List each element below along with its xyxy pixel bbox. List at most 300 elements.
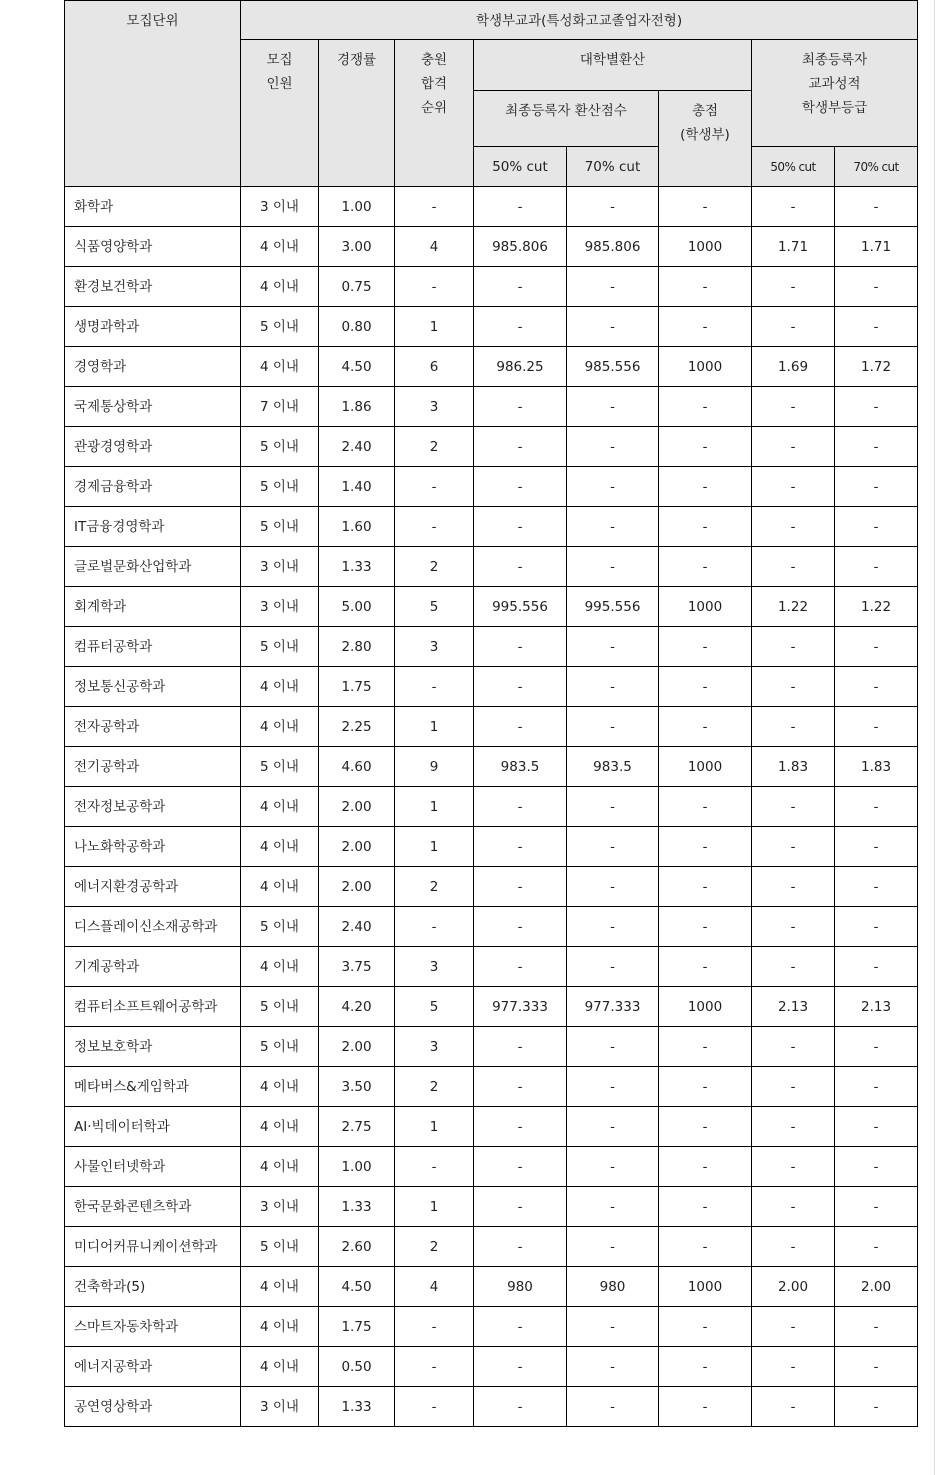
score-cut70: - <box>567 867 659 907</box>
score-cut50: - <box>474 187 567 227</box>
waitlist-rank: 1 <box>395 787 474 827</box>
score-cut50: - <box>474 1187 567 1227</box>
grade-cut50: 1.83 <box>752 747 835 787</box>
waitlist-rank: 1 <box>395 1187 474 1227</box>
competition-rate: 5.00 <box>319 587 395 627</box>
score-cut50: 977.333 <box>474 987 567 1027</box>
recruit-count: 4 이내 <box>241 1107 319 1147</box>
grade-cut50: - <box>752 1107 835 1147</box>
grade-cut50: 2.13 <box>752 987 835 1027</box>
score-cut70: - <box>567 467 659 507</box>
header-grade-cut70: 70% cut <box>835 147 918 187</box>
competition-rate: 1.00 <box>319 1147 395 1187</box>
competition-rate: 3.50 <box>319 1067 395 1107</box>
dept-name: 스마트자동차학과 <box>65 1307 241 1347</box>
competition-rate: 1.75 <box>319 667 395 707</box>
recruit-count: 7 이내 <box>241 387 319 427</box>
total-score: - <box>659 1027 752 1067</box>
score-cut50: 980 <box>474 1267 567 1307</box>
grade-cut70: - <box>835 467 918 507</box>
competition-rate: 0.80 <box>319 307 395 347</box>
total-score: - <box>659 507 752 547</box>
competition-rate: 2.00 <box>319 827 395 867</box>
total-score: - <box>659 1107 752 1147</box>
total-score: - <box>659 1187 752 1227</box>
recruit-count: 4 이내 <box>241 1147 319 1187</box>
grade-cut70: - <box>835 787 918 827</box>
admission-results-table <box>64 0 918 1427</box>
grade-cut50: - <box>752 547 835 587</box>
dept-name: IT금융경영학과 <box>65 507 241 547</box>
score-cut50: - <box>474 787 567 827</box>
grade-cut70: - <box>835 707 918 747</box>
grade-cut70: 2.00 <box>835 1267 918 1307</box>
score-cut50: - <box>474 547 567 587</box>
total-score: - <box>659 667 752 707</box>
page-edge-line <box>934 0 935 1475</box>
header-rate: 경쟁률 <box>319 40 395 187</box>
grade-cut50: - <box>752 867 835 907</box>
total-score: - <box>659 547 752 587</box>
grade-cut70: - <box>835 907 918 947</box>
recruit-count: 5 이내 <box>241 1027 319 1067</box>
recruit-count: 4 이내 <box>241 267 319 307</box>
total-score: 1000 <box>659 227 752 267</box>
waitlist-rank: - <box>395 1387 474 1427</box>
competition-rate: 1.33 <box>319 1387 395 1427</box>
waitlist-rank: 4 <box>395 227 474 267</box>
recruit-count: 5 이내 <box>241 427 319 467</box>
grade-cut50: 1.22 <box>752 587 835 627</box>
grade-cut70: - <box>835 827 918 867</box>
grade-cut70: 1.83 <box>835 747 918 787</box>
grade-cut70: - <box>835 867 918 907</box>
table-row <box>65 307 918 347</box>
waitlist-rank: 3 <box>395 627 474 667</box>
score-cut70: - <box>567 267 659 307</box>
table-row <box>65 187 918 227</box>
table-row <box>65 387 918 427</box>
score-cut50: - <box>474 1307 567 1347</box>
recruit-count: 4 이내 <box>241 1067 319 1107</box>
score-cut50: - <box>474 947 567 987</box>
grade-cut50: - <box>752 1387 835 1427</box>
score-cut50: 986.25 <box>474 347 567 387</box>
table-row <box>65 707 918 747</box>
waitlist-rank: - <box>395 1347 474 1387</box>
table-row <box>65 467 918 507</box>
recruit-count: 5 이내 <box>241 307 319 347</box>
table-row <box>65 827 918 867</box>
score-cut50: 985.806 <box>474 227 567 267</box>
dept-name: 에너지환경공학과 <box>65 867 241 907</box>
score-cut50: - <box>474 307 567 347</box>
dept-name: 전기공학과 <box>65 747 241 787</box>
dept-name: 생명과학과 <box>65 307 241 347</box>
score-cut70: - <box>567 947 659 987</box>
dept-name: 메타버스&게임학과 <box>65 1067 241 1107</box>
dept-name: 기계공학과 <box>65 947 241 987</box>
score-cut70: - <box>567 1307 659 1347</box>
header-rank: 충원 합격 순위 <box>395 40 474 187</box>
total-score: - <box>659 787 752 827</box>
dept-name: 경영학과 <box>65 347 241 387</box>
waitlist-rank: 2 <box>395 1067 474 1107</box>
score-cut70: - <box>567 1387 659 1427</box>
total-score: - <box>659 947 752 987</box>
grade-cut50: 1.69 <box>752 347 835 387</box>
grade-cut50: 1.71 <box>752 227 835 267</box>
total-score: 1000 <box>659 347 752 387</box>
total-score: 1000 <box>659 747 752 787</box>
score-cut50: - <box>474 1227 567 1267</box>
recruit-count: 4 이내 <box>241 827 319 867</box>
competition-rate: 3.00 <box>319 227 395 267</box>
waitlist-rank: 5 <box>395 987 474 1027</box>
waitlist-rank: - <box>395 507 474 547</box>
competition-rate: 4.20 <box>319 987 395 1027</box>
total-score: - <box>659 307 752 347</box>
total-score: 1000 <box>659 1267 752 1307</box>
recruit-count: 5 이내 <box>241 747 319 787</box>
dept-name: 나노화학공학과 <box>65 827 241 867</box>
total-score: - <box>659 1147 752 1187</box>
dept-name: 에너지공학과 <box>65 1347 241 1387</box>
table-row <box>65 587 918 627</box>
dept-name: 경제금융학과 <box>65 467 241 507</box>
competition-rate: 3.75 <box>319 947 395 987</box>
score-cut50: - <box>474 1067 567 1107</box>
score-cut70: - <box>567 627 659 667</box>
dept-name: 국제통상학과 <box>65 387 241 427</box>
score-cut70: - <box>567 187 659 227</box>
competition-rate: 4.60 <box>319 747 395 787</box>
recruit-count: 4 이내 <box>241 667 319 707</box>
score-cut50: - <box>474 1027 567 1067</box>
score-cut70: - <box>567 547 659 587</box>
waitlist-rank: 6 <box>395 347 474 387</box>
total-score: - <box>659 1347 752 1387</box>
score-cut50: - <box>474 267 567 307</box>
competition-rate: 2.80 <box>319 627 395 667</box>
recruit-count: 3 이내 <box>241 547 319 587</box>
waitlist-rank: - <box>395 1307 474 1347</box>
score-cut70: - <box>567 387 659 427</box>
table-row <box>65 1107 918 1147</box>
total-score: - <box>659 907 752 947</box>
dept-name: 미디어커뮤니케이션학과 <box>65 1227 241 1267</box>
waitlist-rank: 1 <box>395 827 474 867</box>
total-score: - <box>659 707 752 747</box>
waitlist-rank: 1 <box>395 707 474 747</box>
dept-name: 사물인터넷학과 <box>65 1147 241 1187</box>
dept-name: 전자공학과 <box>65 707 241 747</box>
grade-cut70: - <box>835 1067 918 1107</box>
dept-name: AI·빅데이터학과 <box>65 1107 241 1147</box>
score-cut50: - <box>474 627 567 667</box>
competition-rate: 2.00 <box>319 1027 395 1067</box>
score-cut50: - <box>474 907 567 947</box>
table-row <box>65 1067 918 1107</box>
competition-rate: 2.75 <box>319 1107 395 1147</box>
dept-name: 디스플레이신소재공학과 <box>65 907 241 947</box>
table-body <box>65 187 918 1427</box>
recruit-count: 5 이내 <box>241 907 319 947</box>
waitlist-rank: 5 <box>395 587 474 627</box>
competition-rate: 1.00 <box>319 187 395 227</box>
recruit-count: 3 이내 <box>241 187 319 227</box>
table-row <box>65 947 918 987</box>
table-row <box>65 547 918 587</box>
score-cut50: - <box>474 1347 567 1387</box>
header-total: 총점 (학생부) <box>659 91 752 187</box>
dept-name: 전자정보공학과 <box>65 787 241 827</box>
score-cut50: - <box>474 827 567 867</box>
grade-cut70: - <box>835 547 918 587</box>
header-cut70: 70% cut <box>567 147 659 187</box>
table-row <box>65 347 918 387</box>
recruit-count: 5 이내 <box>241 507 319 547</box>
score-cut70: - <box>567 1187 659 1227</box>
grade-cut50: - <box>752 1027 835 1067</box>
dept-name: 한국문화콘텐츠학과 <box>65 1187 241 1227</box>
dept-name: 회계학과 <box>65 587 241 627</box>
dept-name: 정보통신공학과 <box>65 667 241 707</box>
waitlist-rank: 3 <box>395 387 474 427</box>
table-row <box>65 1147 918 1187</box>
grade-cut70: - <box>835 947 918 987</box>
score-cut70: - <box>567 907 659 947</box>
grade-cut70: 2.13 <box>835 987 918 1027</box>
grade-cut70: - <box>835 1307 918 1347</box>
header-recruit: 모집 인원 <box>241 40 319 187</box>
score-cut50: - <box>474 867 567 907</box>
score-cut50: - <box>474 427 567 467</box>
grade-cut50: - <box>752 947 835 987</box>
grade-cut70: - <box>835 187 918 227</box>
table-row <box>65 907 918 947</box>
grade-cut50: - <box>752 267 835 307</box>
grade-cut50: - <box>752 1147 835 1187</box>
score-cut70: 977.333 <box>567 987 659 1027</box>
table-row <box>65 1307 918 1347</box>
dept-name: 식품영양학과 <box>65 227 241 267</box>
grade-cut50: - <box>752 667 835 707</box>
score-cut50: - <box>474 707 567 747</box>
score-cut70: 980 <box>567 1267 659 1307</box>
recruit-count: 5 이내 <box>241 1227 319 1267</box>
grade-cut70: - <box>835 1347 918 1387</box>
grade-cut70: - <box>835 1107 918 1147</box>
total-score: - <box>659 1227 752 1267</box>
grade-cut50: - <box>752 507 835 547</box>
grade-cut70: - <box>835 507 918 547</box>
dept-name: 컴퓨터소프트웨어공학과 <box>65 987 241 1027</box>
table-row <box>65 267 918 307</box>
recruit-count: 4 이내 <box>241 867 319 907</box>
score-cut70: - <box>567 1027 659 1067</box>
score-cut70: - <box>567 507 659 547</box>
table-row <box>65 747 918 787</box>
total-score: - <box>659 1067 752 1107</box>
total-score: - <box>659 467 752 507</box>
recruit-count: 4 이내 <box>241 1267 319 1307</box>
grade-cut70: - <box>835 387 918 427</box>
total-score: 1000 <box>659 987 752 1027</box>
table-row <box>65 1187 918 1227</box>
table-row <box>65 1227 918 1267</box>
recruit-count: 4 이내 <box>241 347 319 387</box>
table-row <box>65 987 918 1027</box>
competition-rate: 1.75 <box>319 1307 395 1347</box>
grade-cut50: - <box>752 1347 835 1387</box>
score-cut50: 983.5 <box>474 747 567 787</box>
total-score: - <box>659 387 752 427</box>
total-score: - <box>659 1387 752 1427</box>
score-cut70: - <box>567 827 659 867</box>
recruit-count: 3 이내 <box>241 1387 319 1427</box>
header-final-score: 최종등록자 환산점수 <box>474 91 659 147</box>
header-grade-cut50: 50% cut <box>752 147 835 187</box>
grade-cut50: - <box>752 1227 835 1267</box>
waitlist-rank: 1 <box>395 1107 474 1147</box>
table-row <box>65 787 918 827</box>
dept-name: 글로벌문화산업학과 <box>65 547 241 587</box>
grade-cut50: - <box>752 627 835 667</box>
score-cut50: - <box>474 1107 567 1147</box>
score-cut70: - <box>567 707 659 747</box>
competition-rate: 2.60 <box>319 1227 395 1267</box>
dept-name: 화학과 <box>65 187 241 227</box>
table-row <box>65 227 918 267</box>
score-cut70: - <box>567 787 659 827</box>
table-row <box>65 1027 918 1067</box>
competition-rate: 4.50 <box>319 1267 395 1307</box>
dept-name: 관광경영학과 <box>65 427 241 467</box>
dept-name: 건축학과(5) <box>65 1267 241 1307</box>
total-score: - <box>659 627 752 667</box>
grade-cut70: - <box>835 627 918 667</box>
table-row <box>65 1347 918 1387</box>
header-cut50: 50% cut <box>474 147 567 187</box>
total-score: - <box>659 427 752 467</box>
table-row <box>65 627 918 667</box>
waitlist-rank: 2 <box>395 1227 474 1267</box>
grade-cut50: - <box>752 827 835 867</box>
grade-cut50: - <box>752 1067 835 1107</box>
grade-cut50: - <box>752 707 835 747</box>
grade-cut70: - <box>835 667 918 707</box>
score-cut70: - <box>567 1067 659 1107</box>
waitlist-rank: 3 <box>395 1027 474 1067</box>
score-cut70: 983.5 <box>567 747 659 787</box>
competition-rate: 1.33 <box>319 547 395 587</box>
grade-cut70: 1.72 <box>835 347 918 387</box>
competition-rate: 0.75 <box>319 267 395 307</box>
score-cut70: - <box>567 1227 659 1267</box>
score-cut70: - <box>567 1107 659 1147</box>
score-cut50: - <box>474 1147 567 1187</box>
total-score: - <box>659 867 752 907</box>
waitlist-rank: - <box>395 1147 474 1187</box>
grade-cut50: - <box>752 307 835 347</box>
grade-cut70: - <box>835 267 918 307</box>
competition-rate: 0.50 <box>319 1347 395 1387</box>
score-cut70: - <box>567 1147 659 1187</box>
recruit-count: 4 이내 <box>241 707 319 747</box>
waitlist-rank: 4 <box>395 1267 474 1307</box>
waitlist-rank: 3 <box>395 947 474 987</box>
score-cut50: - <box>474 387 567 427</box>
grade-cut50: - <box>752 187 835 227</box>
grade-cut50: - <box>752 427 835 467</box>
total-score: 1000 <box>659 587 752 627</box>
table-row <box>65 507 918 547</box>
total-score: - <box>659 1307 752 1347</box>
grade-cut70: 1.22 <box>835 587 918 627</box>
waitlist-rank: - <box>395 907 474 947</box>
recruit-count: 4 이내 <box>241 1347 319 1387</box>
waitlist-rank: - <box>395 467 474 507</box>
competition-rate: 2.40 <box>319 427 395 467</box>
recruit-count: 3 이내 <box>241 1187 319 1227</box>
table-row <box>65 1267 918 1307</box>
competition-rate: 1.40 <box>319 467 395 507</box>
total-score: - <box>659 267 752 307</box>
table-row <box>65 427 918 467</box>
recruit-count: 4 이내 <box>241 227 319 267</box>
competition-rate: 2.00 <box>319 787 395 827</box>
recruit-count: 3 이내 <box>241 587 319 627</box>
competition-rate: 2.00 <box>319 867 395 907</box>
table-row <box>65 867 918 907</box>
recruit-count: 4 이내 <box>241 787 319 827</box>
dept-name: 컴퓨터공학과 <box>65 627 241 667</box>
waitlist-rank: - <box>395 267 474 307</box>
grade-cut70: - <box>835 1227 918 1267</box>
score-cut70: 995.556 <box>567 587 659 627</box>
competition-rate: 4.50 <box>319 347 395 387</box>
score-cut70: 985.806 <box>567 227 659 267</box>
recruit-count: 5 이내 <box>241 467 319 507</box>
score-cut70: - <box>567 427 659 467</box>
grade-cut50: - <box>752 1307 835 1347</box>
score-cut70: - <box>567 667 659 707</box>
grade-cut50: - <box>752 467 835 507</box>
total-score: - <box>659 827 752 867</box>
recruit-count: 4 이내 <box>241 947 319 987</box>
score-cut50: 995.556 <box>474 587 567 627</box>
score-cut50: - <box>474 667 567 707</box>
grade-cut50: - <box>752 787 835 827</box>
score-cut70: - <box>567 307 659 347</box>
header-univ-conv: 대학별환산 <box>474 40 752 91</box>
grade-cut70: 1.71 <box>835 227 918 267</box>
score-cut50: - <box>474 467 567 507</box>
score-cut70: 985.556 <box>567 347 659 387</box>
competition-rate: 1.33 <box>319 1187 395 1227</box>
header-group: 학생부교과(특성화고교졸업자전형) <box>241 1 918 40</box>
waitlist-rank: 1 <box>395 307 474 347</box>
competition-rate: 1.86 <box>319 387 395 427</box>
grade-cut70: - <box>835 1187 918 1227</box>
dept-name: 정보보호학과 <box>65 1027 241 1067</box>
waitlist-rank: - <box>395 667 474 707</box>
waitlist-rank: 2 <box>395 547 474 587</box>
table-row <box>65 1387 918 1427</box>
score-cut70: - <box>567 1347 659 1387</box>
dept-name: 공연영상학과 <box>65 1387 241 1427</box>
